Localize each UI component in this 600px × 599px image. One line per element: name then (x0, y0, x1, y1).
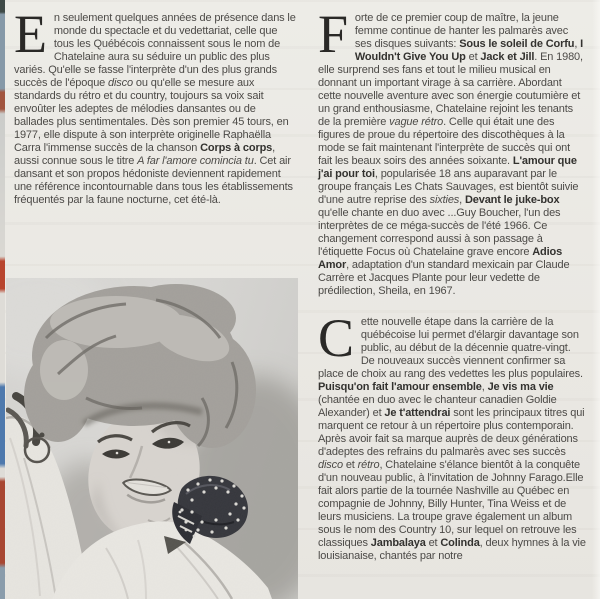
drop-cap: C (318, 308, 354, 368)
text-segment: , (481, 381, 488, 393)
text-segment: qu'elle chante en duo avec ...Guy Boucher, l'un des interprètes de ce méga-succès de l'été 1966. Ce changement correspond aussi à son passage à l'étiquette Focus où Chatelaine grave encore (318, 207, 561, 258)
text-segment: Je t'attendrai (384, 407, 451, 419)
text-segment: . En 1980, elle surprend ses fans et tout le milieu musical en donnant un important virage à sa carrière. Abordant cette nouvelle aventure avec son énergie coutumière et un grand enthousiasme, Chatelaine rejoint les tenants de la première (318, 51, 583, 128)
text-segment: . Cet air dansant et son propos hédoniste deviennent rapidement une référence incontournable dans tous les établissements fréquentés par la faune nocturne, cet été-là. (14, 155, 293, 206)
text-segment: disco (318, 459, 343, 471)
text-segment: vague rétro (389, 116, 444, 128)
text-segment: , (459, 194, 465, 206)
drop-cap: E (14, 4, 47, 64)
text-segment: ette nouvelle étape dans la carrière de la québécoise lui permet d'élargir davantage son public, au début de la décennie quatre-vingt. De nouveaux succès viennent confirmer sa place de choix au rang des vedettes les plus populaires. (318, 316, 583, 380)
text-segment: Adios Amor (318, 246, 563, 271)
text-segment: L'amour que j'ai pour toi (318, 155, 577, 180)
portrait-photo (6, 278, 298, 599)
text-segment: n seulement quelques années de présence dans le monde du spectacle et du vedettariat, celle que tous les Québécois connaissent sous le nom de Chatelaine aura su séduire un public des plus variés. Qu'elle se fasse l'interprète d'un des plus grands succès de l'époque (14, 12, 296, 89)
text-segment: Devant le juke-box (464, 194, 560, 206)
page-right-edge-highlight (592, 0, 600, 599)
drop-cap: F (318, 4, 348, 64)
text-segment: et (465, 51, 481, 63)
portrait-photo-illustration (6, 278, 298, 599)
text-segment: Corps à corps (200, 142, 273, 154)
text-segment: . Celle qui était une des figures de proue du répertoire des discothèques à la mode se fait maintenant l'interprète de succès qui ont fait les beaux soirs des années soixante. (318, 116, 571, 167)
text-segment: rétro (357, 459, 380, 471)
text-segment: et (425, 537, 441, 549)
text-segment: A far l'amore comincia tu (137, 155, 254, 167)
text-segment: , aussi connue sous le titre (14, 142, 276, 167)
text-segment: Jack et Jill (480, 51, 535, 63)
scan-edge-artifact (0, 0, 5, 599)
text-segment: Colinda (440, 537, 480, 549)
film-grain-overlay (6, 278, 298, 599)
text-segment: , deux hymnes à la vie louisianaise, chantés par notre (318, 537, 586, 562)
text-segment: disco (108, 77, 133, 89)
text-segment: Jambalaya (370, 537, 426, 549)
text-segment: , adaptation d'un standard mexicain par Claude Carrère et Jacques Plante pour leur vedette de prédilection, Sheila, en 1967. (318, 259, 570, 297)
text-segment: ou qu'elle se mesure aux standards du rétro et du country, toujours sa voix sait envoûter les adeptes de mélodies dansantes ou de ballades plus sentimentales. Dès son premier 45 tours, en 1977, elle dispute à son interprète originelle Raphaëlla Carra l'immense succès de la chanson (14, 77, 289, 154)
text-segment: sixties (429, 194, 460, 206)
text-segment: , Chatelaine s'élance bientôt à la conquête d'un nouveau public, à l'invitation de Johnny Farago.Elle fait alors partie de la tournée Nashville au Québec en compagnie de Johnny, Billy Hunter, Tina Weiss et de leurs musiciens. La troupe grave également un album sous le nom des Country 10, sur lequel on retrouve les classiques (318, 459, 584, 549)
text-segment: Je vis ma vie (487, 381, 554, 393)
text-segment: Puisqu'on fait l'amour ensemble (318, 381, 482, 393)
text-segment: I Wouldn't Give You Up (354, 38, 584, 63)
text-segment: , (574, 38, 581, 50)
text-segment: sont les principaux titres qui marquent ce retour à un répertoire plus contemporain. Après avoir fait sa marque auprès de deux générations d'adeptes des refrains du palmarès avec ses succès (318, 407, 585, 458)
text-segment: Sous le soleil de Corfu (459, 38, 575, 50)
text-segment: orte de ce premier coup de maître, la jeune femme continue de hanter les palmarès avec ses disques suivants: (354, 12, 569, 50)
paragraph-career (318, 4, 586, 298)
paragraph-eighties (318, 308, 586, 563)
text-segment: (chantée en duo avec le chanteur canadien Goldie Alexander) et (318, 394, 557, 419)
paragraph-intro (14, 4, 298, 207)
left-column (14, 4, 298, 207)
text-segment: , popularisée 18 ans auparavant par le groupe français Les Chats Sauvages, est bientôt suivie d'une autre reprise des (318, 168, 579, 206)
text-segment: et (342, 459, 358, 471)
right-column (318, 4, 586, 563)
